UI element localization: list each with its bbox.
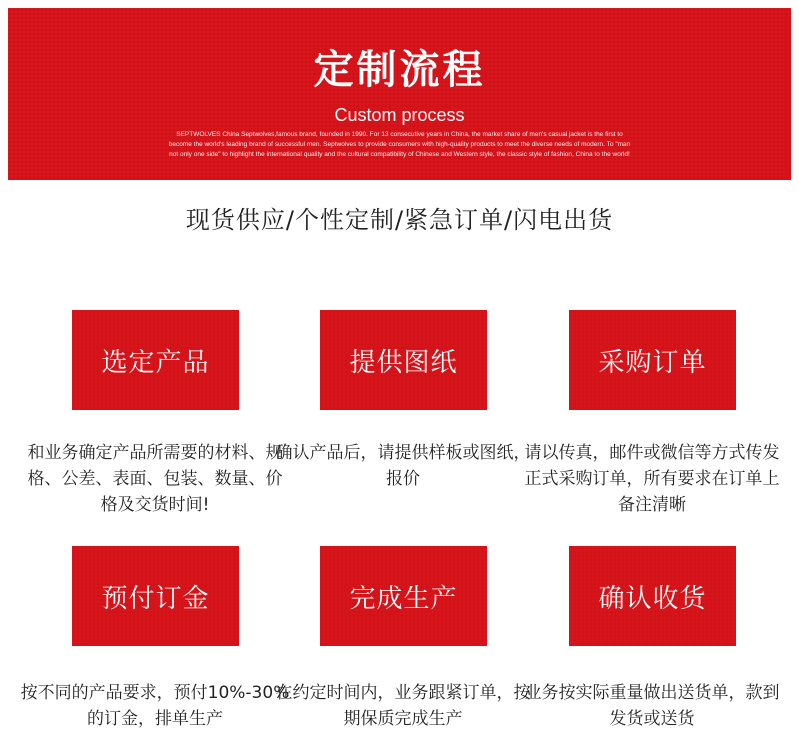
banner-title: 定制流程 [313,47,486,93]
step-description: 在约定时间内，业务跟紧订单，按期保质完成生产 [275,683,531,729]
step-title: 选定产品 [101,347,210,378]
step-title: 完成生产 [349,583,458,614]
banner-subtitle: Custom process [334,105,465,125]
step-box-select-product [72,310,239,410]
step-description: 按不同的产品要求，预付10%-30%的订金，排单生产 [20,683,290,729]
tagline: 现货供应/个性定制/紧急订单/闪电出货 [185,206,614,234]
step-title: 预付订金 [101,583,210,614]
banner-blurb: SEPTWOLVES China Septwolves,famous brand, founded in 1990. For 13 consecutive years in China, the market share of men's casual jacket is the first to become the world's leading brand of successful men. Septwolves to provide consumers with high-quality products to meet the diverse needs of modern. To "man not only one side" to highlight the international quality and the cultural compatibility of Chinese and Western style, the classic style of fashion, China to the world! [168,131,631,158]
step-title: 确认收货 [598,583,707,614]
step-box-purchase-order [569,310,736,410]
step-box-provide-drawings [320,310,487,410]
step-title: 提供图纸 [349,347,458,378]
step-box-complete-production [320,546,487,646]
step-description: 业务按实际重量做出送货单，款到发货或送货 [524,683,780,729]
step-description: 请以传真，邮件或微信等方式传发正式采购订单，所有要求在订单上备注清晰 [524,443,780,515]
step-title: 采购订单 [598,347,707,378]
header-banner [8,8,791,180]
step-description: 确认产品后，请提供样板或图纸，报价 [275,443,531,489]
step-description: 和业务确定产品所需要的材料、规格、公差、表面、包装、数量、价格及交货时间! [27,443,283,515]
step-box-confirm-receipt [569,546,736,646]
step-box-deposit [72,546,239,646]
